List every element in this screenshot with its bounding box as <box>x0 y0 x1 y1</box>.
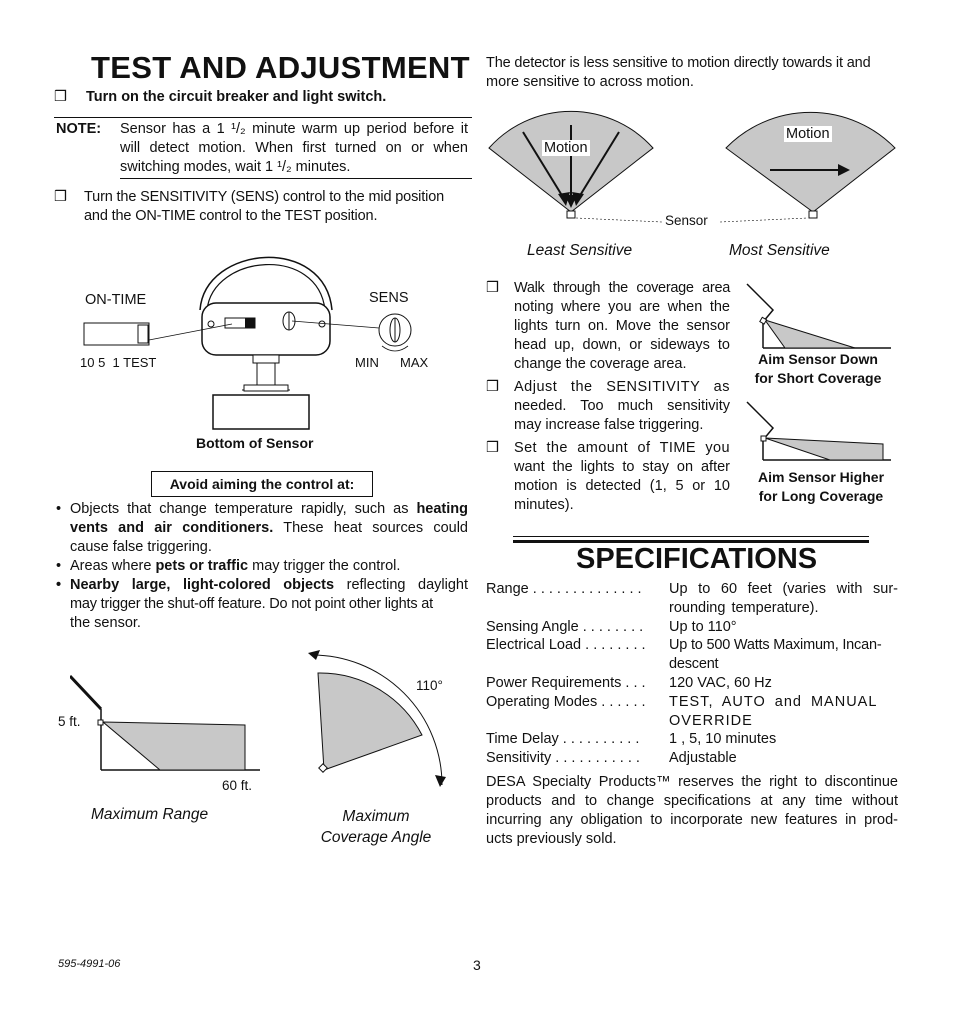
step-line: and the ON-TIME control to the TEST position. <box>84 208 378 224</box>
note-top-rule <box>54 117 472 118</box>
on-time-scale: 10 5 1 TEST <box>80 355 157 370</box>
spec-label: Electrical Load . . . . . . . . <box>486 637 646 653</box>
walk-line: minutes). <box>514 497 574 513</box>
walk-instructions <box>486 279 730 515</box>
walk-line: motion is detected (1, 5 or 10 <box>514 478 730 494</box>
list-item <box>54 576 468 633</box>
text-bold: vents and air conditioners. <box>70 520 274 536</box>
sensor-housing <box>202 303 330 355</box>
range-caption: Maximum Range <box>91 806 209 823</box>
walk-item <box>486 279 730 374</box>
disclaimer-line: products and to change specifications at any time without <box>486 793 898 809</box>
walk-line: change the coverage area. <box>514 356 687 372</box>
walk-line: lights turn on. Move the sensor <box>514 318 730 334</box>
specs-rule-thin <box>513 536 869 537</box>
page-title: TEST AND ADJUSTMENT <box>91 50 470 85</box>
coverage-angle-label: 110° <box>416 678 443 693</box>
checkbox-icon: ❒ <box>486 440 499 456</box>
text: the sensor. <box>70 615 141 631</box>
bullet-icon: • <box>56 577 62 593</box>
caption-line: for Short Coverage <box>754 370 882 386</box>
aim-higher-caption <box>744 468 898 506</box>
spec-value: TEST, AUTO and MANUAL OVERRIDE <box>669 694 877 729</box>
walk-line: head up, down, or sideways to <box>514 337 730 353</box>
spec-label: Sensing Angle . . . . . . . . <box>486 619 644 635</box>
text: These heat sources could <box>273 520 468 536</box>
note-line: switching modes, wait 1 ¹/₂ minutes. <box>120 159 351 175</box>
disclaimer <box>486 773 898 849</box>
step-line: Turn the SENSITIVITY (SENS) control to the mid position <box>84 189 445 205</box>
aim-down-diagram <box>745 282 895 350</box>
sensor-diagram-caption: Bottom of Sensor <box>196 435 314 451</box>
note-text <box>120 120 468 177</box>
aim-higher-diagram <box>745 400 895 462</box>
text-bold: pets or traffic <box>155 558 249 574</box>
walk-line: noting where you are when the <box>514 299 730 315</box>
text: Areas where <box>70 558 156 574</box>
sens-min-label: MIN <box>355 355 379 370</box>
text: cause false triggering. <box>70 539 212 555</box>
checkbox-icon: ❒ <box>486 280 499 296</box>
spec-value: Adjustable <box>669 750 737 766</box>
least-sensitive-caption: Least Sensitive <box>527 242 633 259</box>
step-turn-on <box>54 88 386 107</box>
walk-line: needed. Too much sensitivity <box>514 398 730 414</box>
spec-value: 1 , 5, 10 minutes <box>669 731 777 747</box>
spec-value: Up to 110° <box>669 619 737 635</box>
avoid-box: Avoid aiming the control at: <box>151 471 373 497</box>
step-turn-on-text: Turn on the circuit breaker and light switch. <box>86 89 387 105</box>
spec-value: Up to 60 feet (varies with sur-rounding temperature). <box>669 581 898 616</box>
motion-label-right: Motion <box>786 126 830 142</box>
junction-box <box>213 395 309 429</box>
walk-line: Adjust the SENSITIVITY as <box>514 379 730 395</box>
text: Objects that change temperature rapidly, such as <box>70 501 417 517</box>
avoid-list <box>54 500 468 633</box>
step-sensitivity <box>54 188 468 226</box>
spec-label: Range . . . . . . . . . . . . . . <box>486 581 642 597</box>
caption-line: Aim Sensor Higher <box>757 469 885 485</box>
intro-text <box>486 54 900 92</box>
disclaimer-line: incurring any obligation to incorporate new features in prod- <box>486 812 898 828</box>
list-item <box>54 500 468 557</box>
walk-item <box>486 439 730 515</box>
specs-title: SPECIFICATIONS <box>576 543 818 575</box>
text: may trigger the control. <box>248 558 401 574</box>
text-bold: Nearby large, light-colored objects <box>70 577 335 593</box>
walk-line: may increase false triggering. <box>514 417 704 433</box>
sensor-bottom-diagram <box>70 240 450 460</box>
intro-line: The detector is less sensitive to motion directly towards it and <box>486 55 871 71</box>
text: reflecting daylight <box>334 577 468 593</box>
spec-value: Up to 500 Watts Maximum, Incan-descent <box>669 637 882 672</box>
text: may trigger the shut-off feature. Do not point other lights at <box>70 596 433 612</box>
caption-line: Coverage Angle <box>320 829 432 846</box>
doc-number: 595-4991-06 <box>58 958 121 970</box>
checkbox-icon: ❒ <box>486 379 499 395</box>
note-line: Sensor has a 1 ¹/₂ minute warm up period before it <box>120 121 468 137</box>
bullet-icon: • <box>56 501 62 517</box>
checkbox-icon: ❒ <box>54 189 67 205</box>
walk-line: Walk through the coverage area <box>514 280 730 296</box>
spec-label: Operating Modes . . . . . . <box>486 694 646 710</box>
disclaimer-line: DESA Specialty Products™ reserves the right to discontinue <box>486 774 898 790</box>
bullet-icon: • <box>56 558 62 574</box>
spec-value: 120 VAC, 60 Hz <box>669 675 772 691</box>
on-time-label: ON-TIME <box>85 292 147 308</box>
spec-label: Sensitivity . . . . . . . . . . . <box>486 750 640 766</box>
caption-line: Aim Sensor Down <box>758 351 878 367</box>
max-range-diagram <box>70 660 270 775</box>
spec-label: Time Delay . . . . . . . . . . <box>486 731 640 747</box>
aim-down-caption <box>744 350 892 388</box>
checkbox-icon: ❒ <box>54 89 67 105</box>
note-label: NOTE: <box>56 121 102 137</box>
sens-max-label: MAX <box>400 355 429 370</box>
walk-line: Set the amount of TIME you <box>514 440 730 456</box>
note-bottom-rule <box>120 178 472 179</box>
range-height-label: 5 ft. <box>58 714 81 729</box>
caption-line: Maximum <box>342 808 410 825</box>
note-line: will detect motion. When first turned on or when <box>120 140 468 156</box>
page-number: 3 <box>473 957 481 973</box>
text-bold: heating <box>416 501 468 517</box>
disclaimer-line: ucts previously sold. <box>486 831 617 847</box>
coverage-caption <box>314 806 438 848</box>
intro-line: more sensitive to across motion. <box>486 74 694 90</box>
walk-line: want the lights to stay on after <box>514 459 730 475</box>
most-sensitive-caption: Most Sensitive <box>729 242 830 259</box>
caption-line: for Long Coverage <box>758 488 884 504</box>
spec-label: Power Requirements . . . <box>486 675 646 691</box>
motion-label-left: Motion <box>544 140 588 156</box>
sensor-label: Sensor <box>665 213 708 228</box>
coverage-angle-diagram <box>300 645 460 790</box>
range-distance-label: 60 ft. <box>222 778 253 793</box>
sens-label: SENS <box>369 290 409 306</box>
walk-item <box>486 378 730 435</box>
step-sensitivity-text <box>84 188 468 226</box>
list-item <box>54 557 468 576</box>
